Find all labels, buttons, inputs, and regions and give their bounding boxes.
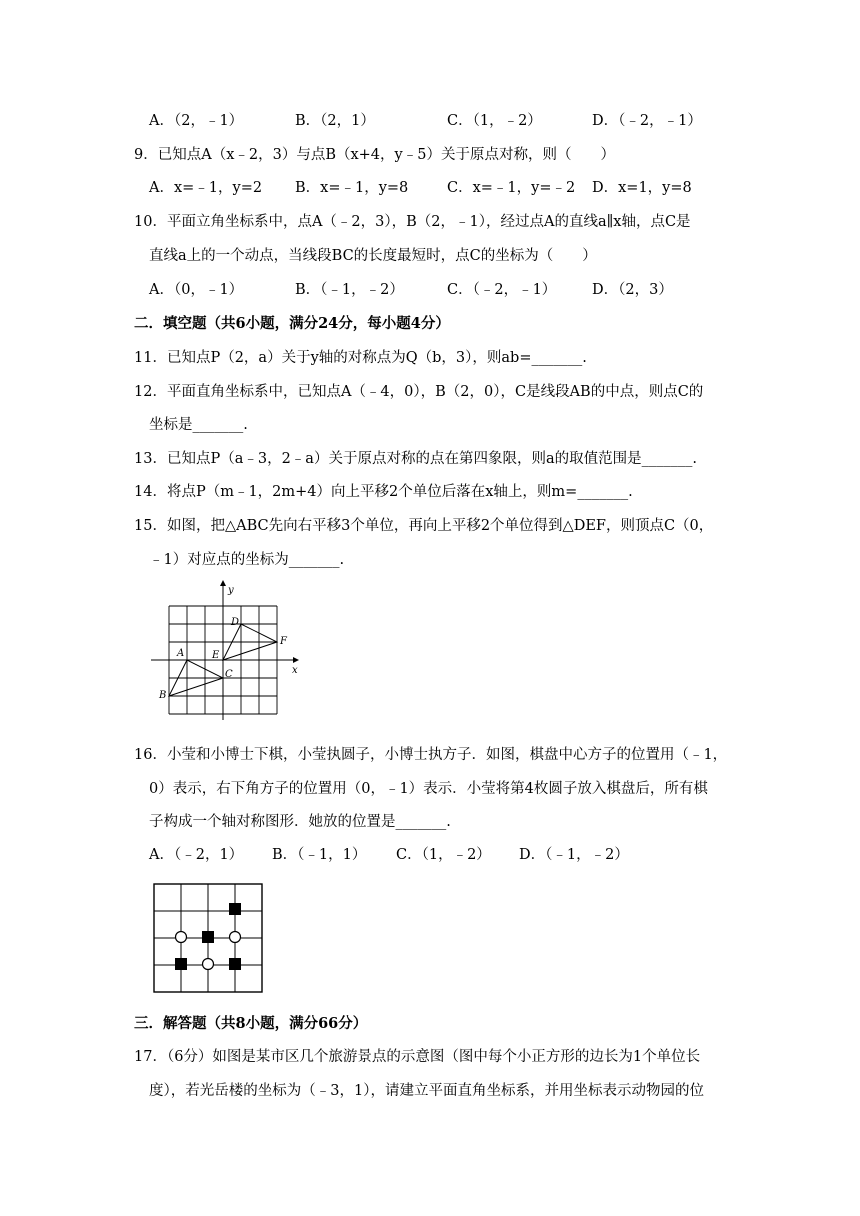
q10-line-2: 直线a上的一个动点，当线段BC的长度最短时，点C的坐标为（ ）	[149, 248, 597, 264]
round-piece	[203, 959, 214, 970]
q8-options	[149, 111, 749, 131]
square-piece	[229, 903, 241, 915]
q10-option-d: D．（2，3）	[592, 282, 673, 298]
q16-option-b: B．（﹣1，1）	[272, 847, 367, 863]
q10-option-a: A．（0，﹣1）	[149, 282, 244, 298]
q9-option-b: B．x=﹣1，y=8	[295, 180, 409, 196]
q13-text: 13．已知点P（a﹣3，2﹣a）关于原点对称的点在第四象限，则a的取值范围是_______.	[134, 451, 697, 467]
square-piece	[229, 958, 241, 970]
q10-line-1: 10．平面立角坐标系中，点A（﹣2，3），B（2，﹣1），经过点A的直线a∥x轴，点C是	[134, 214, 691, 230]
q10-options	[149, 280, 749, 300]
figure-label-d: D	[231, 617, 240, 628]
q15-line-1: 15．如图，把△ABC先向右平移3个单位，再向上平移2个单位得到△DEF，则顶点C（0，	[134, 518, 714, 534]
figure-label-e: E	[212, 650, 220, 661]
q16-line-2: 0）表示，右下角方子的位置用（0，﹣1）表示．小莹将第4枚圆子放入棋盘后，所有棋	[149, 781, 708, 797]
figure-label-x: x	[292, 665, 298, 676]
round-piece	[230, 932, 241, 943]
round-piece	[176, 932, 187, 943]
figure-label-a: A	[177, 648, 185, 659]
q8-option-d: D．（﹣2，﹣1）	[592, 113, 702, 129]
figure-label-y: y	[228, 585, 234, 596]
q12-line-2: 坐标是_______.	[149, 417, 248, 433]
q16-line-1: 16．小莹和小博士下棋，小莹执圆子，小博士执方子．如图，棋盘中心方子的位置用（﹣1，	[134, 747, 728, 763]
section-2-title: 二．填空题（共6小题，满分24分，每小题4分）	[134, 315, 450, 332]
q17-line-2: 度），若光岳楼的坐标为（﹣3，1），请建立平面直角坐标系，并用坐标表示动物园的位	[149, 1083, 704, 1099]
q16-option-d: D．（﹣1，﹣2）	[519, 847, 629, 863]
q9-options	[149, 178, 749, 198]
figure-label-f: F	[280, 636, 287, 647]
q9-stem: 9．已知点A（x﹣2，3）与点B（x+4，y﹣5）关于原点对称，则（ ）	[134, 147, 615, 163]
q11-text: 11．已知点P（2，a）关于y轴的对称点为Q（b，3），则ab=_______.	[134, 350, 587, 366]
q12-line-1: 12．平面直角坐标系中，已知点A（﹣4，0），B（2，0），C是线段AB的中点，则点C的	[134, 384, 704, 400]
q16-line-3: 子构成一个轴对称图形．她放的位置是_______.	[149, 814, 451, 830]
figure-label-c: C	[225, 669, 233, 680]
q10-option-b: B．（﹣1，﹣2）	[295, 282, 404, 298]
q8-option-b: B．（2，1）	[295, 113, 375, 129]
q9-option-a: A．x=﹣1，y=2	[149, 180, 263, 196]
figure-label-b: B	[159, 690, 167, 701]
q9-option-c: C．x=﹣1，y=﹣2	[447, 180, 576, 196]
q16-option-a: A．（﹣2，1）	[149, 847, 244, 863]
q17-line-1: 17．（6分）如图是某市区几个旅游景点的示意图（图中每个小正方形的边长为1个单位长	[134, 1049, 701, 1065]
q8-option-a: A．（2，﹣1）	[149, 113, 244, 129]
square-piece	[175, 958, 187, 970]
q10-option-c: C．（﹣2，﹣1）	[447, 282, 557, 298]
q15-coordinate-figure	[150, 580, 310, 720]
q16-option-c: C．（1，﹣2）	[396, 847, 491, 863]
q16-options	[149, 845, 749, 865]
q16-chessboard-figure	[150, 880, 266, 996]
q15-line-2: ﹣1）对应点的坐标为_______.	[149, 552, 345, 568]
q8-option-c: C．（1，﹣2）	[447, 113, 542, 129]
q14-text: 14．将点P（m﹣1，2m+4）向上平移2个单位后落在x轴上，则m=_______.	[134, 484, 633, 500]
square-piece	[202, 931, 214, 943]
section-3-title: 三．解答题（共8小题，满分66分）	[134, 1015, 368, 1032]
q9-option-d: D．x=1，y=8	[592, 180, 692, 196]
